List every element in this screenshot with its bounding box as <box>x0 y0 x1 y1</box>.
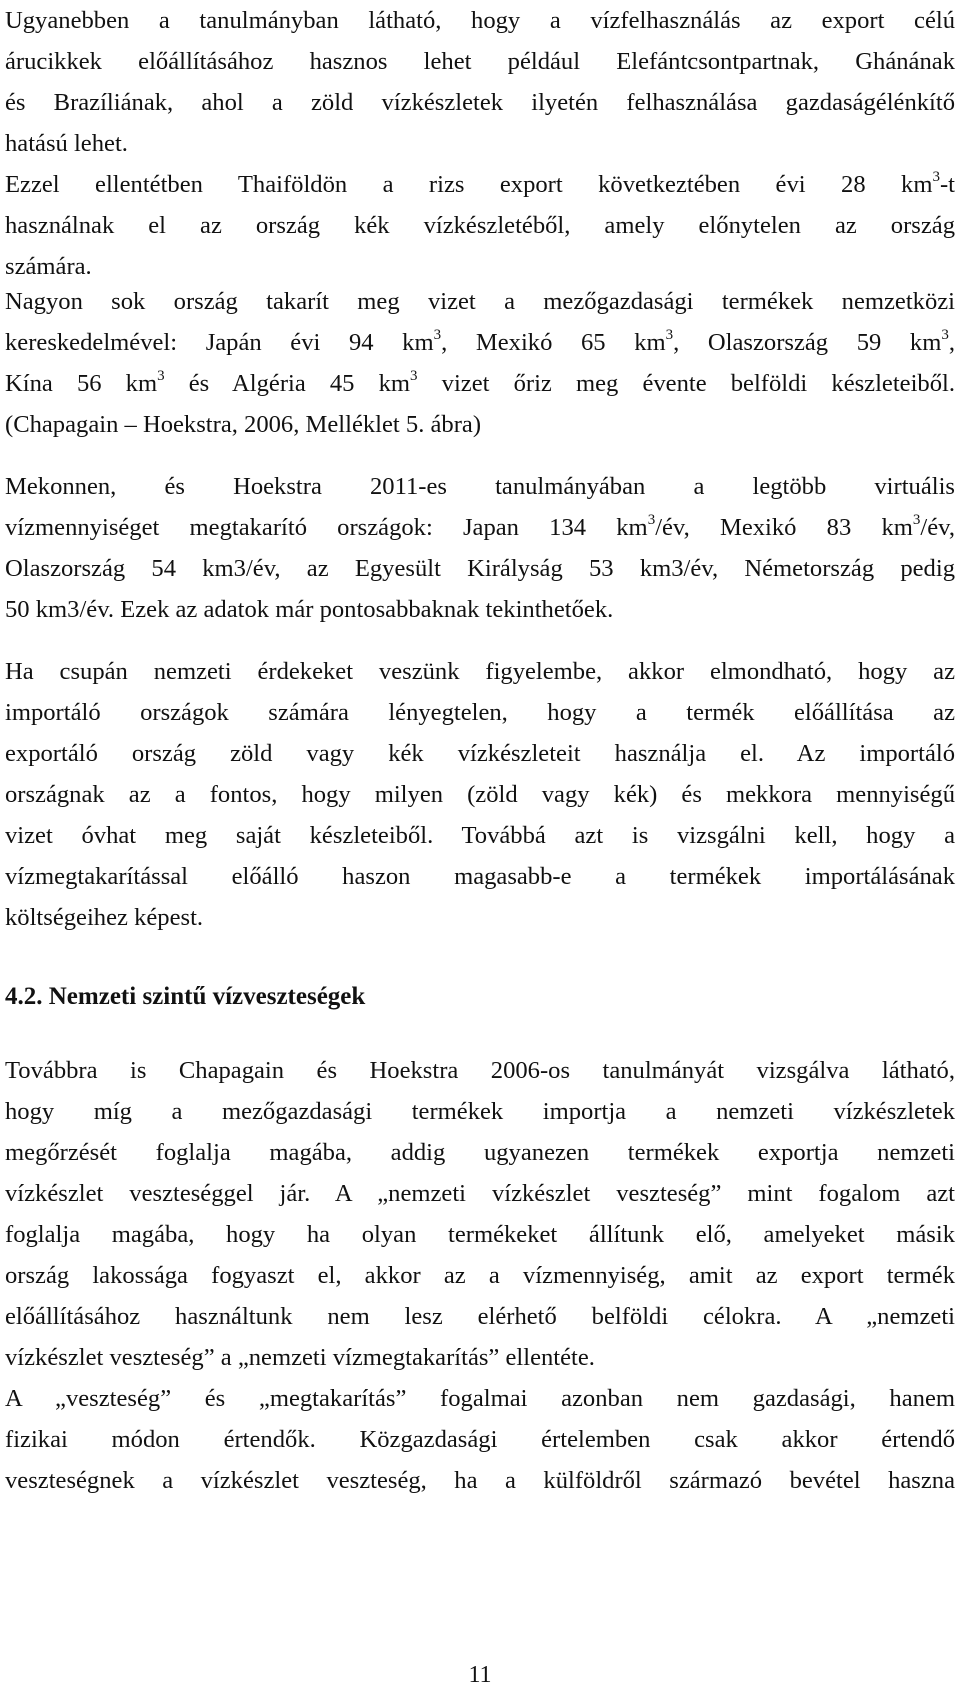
text-line: ország lakossága fogyaszt el, akkor az a vízmennyiség, amit az export termék <box>5 1262 955 1289</box>
text-line <box>5 363 955 404</box>
text-line: számára. <box>5 253 92 280</box>
text-line: Nagyon sok ország takarít meg vizet a mezőgazdasági termékek nemzetközi <box>5 288 955 315</box>
page-number: 11 <box>468 1662 492 1688</box>
text-line: vizet óvhat meg saját készleteiből. Továbbá azt is vizsgálni kell, hogy a <box>5 822 955 849</box>
text-line: költségeihez képest. <box>5 904 204 931</box>
text-line: (Chapagain – Hoekstra, 2006, Melléklet 5. ábra) <box>5 411 482 438</box>
text-line <box>5 164 955 205</box>
text-line: hogy míg a mezőgazdasági termékek importja a nemzeti vízkészletek <box>5 1098 955 1125</box>
text-line: exportáló ország zöld vagy kék vízkészleteit használja el. Az importáló <box>5 740 955 767</box>
superscript: 3 <box>941 327 949 343</box>
text-run: Ezzel ellentétben Thaiföldön a rizs export következtében évi 28 km <box>5 171 933 198</box>
paragraph-mekonnen-hoekstra <box>0 466 960 630</box>
text-line: fizikai módon értendők. Közgazdasági értelemben csak akkor értendő <box>5 1426 955 1453</box>
text-run: -t <box>939 171 955 198</box>
text-line: előállításához használtunk nem lesz elérhető belföldi célokra. A „nemzeti <box>5 1303 955 1330</box>
superscript: 3 <box>157 368 165 384</box>
paragraph-virtual-water-export <box>0 0 960 287</box>
text-line: és Brazíliának, ahol a zöld vízkészletek ilyetén felhasználása gazdaságélénkítő <box>5 89 955 116</box>
text-run: , Mexikó 65 km <box>441 329 666 356</box>
text-line <box>5 322 955 363</box>
text-line: foglalja magába, hogy ha olyan termékeket állítunk elő, amelyeket másik <box>5 1221 955 1248</box>
text-run: /év, <box>920 514 955 541</box>
paragraph-water-saving-countries <box>0 281 960 445</box>
text-line <box>5 507 955 548</box>
text-line: vízkészlet veszteség” a „nemzeti vízmegtakarítás” ellentéte. <box>5 1344 595 1371</box>
text-line: 50 km3/év. Ezek az adatok már pontosabbaknak tekinthetőek. <box>5 596 614 623</box>
text-run: és Algéria 45 km <box>164 370 411 397</box>
superscript: 3 <box>912 512 921 528</box>
text-run: /év, Mexikó 83 km <box>655 514 913 541</box>
superscript: 3 <box>647 512 656 528</box>
text-line: A „veszteség” és „megtakarítás” fogalmai azonban nem gazdasági, hanem <box>5 1385 955 1412</box>
text-line: Ugyanebben a tanulmányban látható, hogy a vízfelhasználás az export célú <box>5 7 955 34</box>
text-line: országnak az a fontos, hogy milyen (zöld vagy kék) és mekkora mennyiségű <box>5 781 955 808</box>
paragraph-national-water-loss <box>0 1050 960 1501</box>
text-run: vizet őriz meg évente belföldi készleteiből. <box>417 370 955 397</box>
paragraph-national-interests <box>0 651 960 938</box>
text-line: Továbbra is Chapagain és Hoekstra 2006-os tanulmányát vizsgálva látható, <box>5 1057 955 1084</box>
superscript: 3 <box>433 327 442 343</box>
text-run: , Olaszország 59 km <box>673 329 942 356</box>
text-line: használnak el az ország kék vízkészletéből, amely előnytelen az ország <box>5 212 955 239</box>
section-heading: 4.2. Nemzeti szintű vízveszteségek <box>5 983 366 1010</box>
superscript: 3 <box>665 327 674 343</box>
text-line: árucikkek előállításához hasznos lehet például Elefántcsontpartnak, Ghánának <box>5 48 955 75</box>
text-run: Kína 56 km <box>5 370 158 397</box>
text-line: veszteségnek a vízkészlet veszteség, ha a külföldről származó bevétel haszna <box>5 1467 955 1494</box>
text-run: kereskedelmével: Japán évi 94 km <box>5 329 434 356</box>
text-line: Ha csupán nemzeti érdekeket veszünk figyelembe, akkor elmondható, hogy az <box>5 658 955 685</box>
text-run: , <box>948 329 955 356</box>
text-line: hatású lehet. <box>5 130 128 157</box>
text-line: vízkészlet veszteséggel jár. A „nemzeti vízkészlet veszteség” mint fogalom azt <box>5 1180 955 1207</box>
text-line: megőrzését foglalja magába, addig ugyanezen termékek exportja nemzeti <box>5 1139 955 1166</box>
text-line: vízmegtakarítással előálló haszon magasabb-e a termékek importálásának <box>5 863 955 890</box>
superscript: 3 <box>932 169 940 185</box>
text-line: Mekonnen, és Hoekstra 2011-es tanulmányában a legtöbb virtuális <box>5 473 955 500</box>
text-line: importáló országok számára lényegtelen, hogy a termék előállítása az <box>5 699 955 726</box>
text-run: vízmennyiséget megtakarító országok: Japan 134 km <box>5 514 648 541</box>
superscript: 3 <box>410 368 418 384</box>
text-line: Olaszország 54 km3/év, az Egyesült Királyság 53 km3/év, Németország pedig <box>5 555 955 582</box>
